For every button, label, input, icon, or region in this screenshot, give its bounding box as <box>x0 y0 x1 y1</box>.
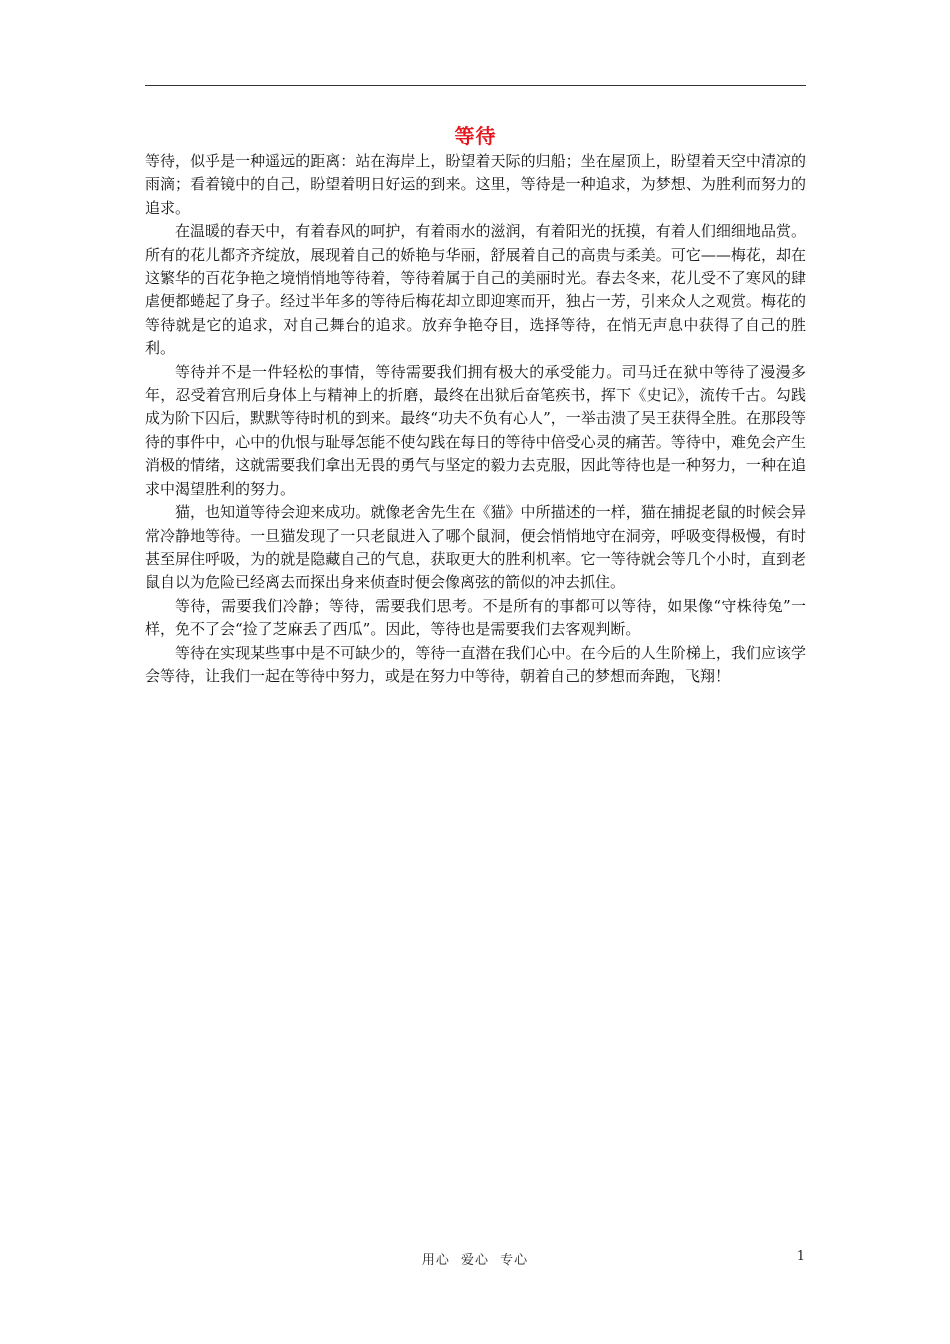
paragraph-1: 等待，似乎是一种遥远的距离：站在海岸上，盼望着天际的归船；坐在屋顶上，盼望着天空中清凉的雨滴；看着镜中的自己，盼望着明日好运的到来。这里，等待是一种追求，为梦想、为胜利而努力的追求。 <box>145 152 806 217</box>
document-body <box>145 150 806 688</box>
footer-motto: 用心 爱心 专心 <box>421 1253 529 1268</box>
paragraph-2: 在温暖的春天中，有着春风的呵护，有着雨水的滋润，有着阳光的抚摸，有着人们细细地品赏。所有的花儿都齐齐绽放，展现着自己的娇艳与华丽，舒展着自己的高贵与柔美。可它——梅花，却在这繁华的百花争艳之境悄悄地等待着，等待着属于自己的美丽时光。春去冬来，花儿受不了寒风的肆虐便都蜷起了身子。经过半年多的等待后梅花却立即迎寒而开，独占一芳，引来众人之观赏。梅花的等待就是它的追求，对自己舞台的追求。放弃争艳夺目，选择等待，在悄无声息中获得了自己的胜利。 <box>145 222 806 358</box>
header-rule <box>145 85 806 86</box>
paragraph-6: 等待在实现某些事中是不可缺少的，等待一直潜在我们心中。在今后的人生阶梯上，我们应该学会等待，让我们一起在等待中努力，或是在努力中等待，朝着自己的梦想而奔跑，飞翔！ <box>145 643 806 685</box>
paragraph-3: 等待并不是一件轻松的事情，等待需要我们拥有极大的承受能力。司马迁在狱中等待了漫漫多年，忍受着宫刑后身体上与精神上的折磨，最终在出狱后奋笔疾书，挥下《史记》，流传千古。勾践成为阶下囚后，默默等待时机的到来。最终“功夫不负有心人”，一举击溃了吴王获得全胜。在那段等待的事件中，心中的仇恨与耻辱怎能不使勾践在每日的等待中倍受心灵的痛苦。等待中，难免会产生消极的情绪，这就需要我们拿出无畏的勇气与坚定的毅力去克服，因此等待也是一种努力，一种在追求中渴望胜利的努力。 <box>145 362 806 498</box>
paragraph-5: 等待，需要我们冷静；等待，需要我们思考。不是所有的事都可以等待，如果像“守株待兔”一样，免不了会“捡了芝麻丢了西瓜”。因此，等待也是需要我们去客观判断。 <box>145 596 806 639</box>
paragraph-4: 猫，也知道等待会迎来成功。就像老舍先生在《猫》中所描述的一样，猫在捕捉老鼠的时候会异常冷静地等待。一旦猫发现了一只老鼠进入了哪个鼠洞，便会悄悄地守在洞旁，呼吸变得极慢，有时甚至屏住呼吸，为的就是隐藏自己的气息，获取更大的胜利机率。它一等待就会等几个小时，直到老鼠自以为危险已经离去而探出身来侦查时便会像离弦的箭似的冲去抓住。 <box>145 503 806 592</box>
page-number: 1 <box>796 1249 805 1264</box>
document-title: 等待 <box>454 124 497 148</box>
